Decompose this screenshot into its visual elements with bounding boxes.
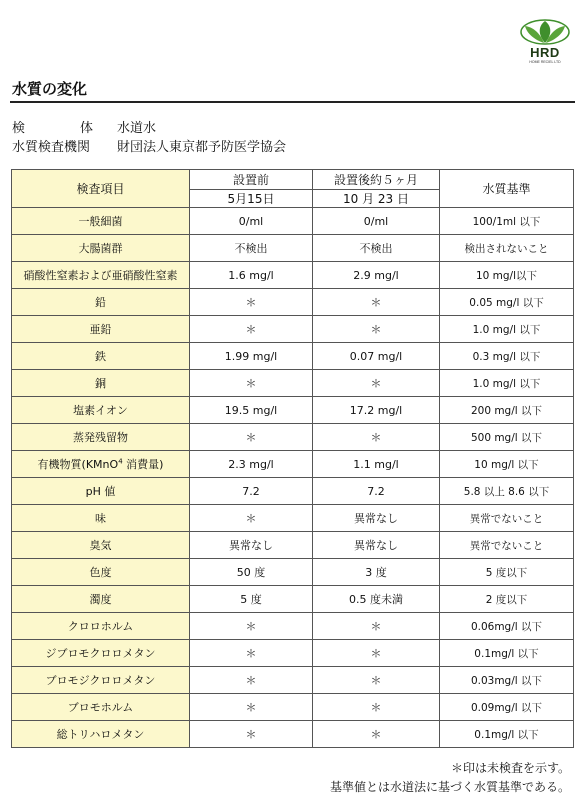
after-cell: 0/ml [313, 208, 440, 235]
item-cell: 総トリハロメタン [12, 721, 190, 748]
table-row [12, 559, 574, 586]
standard-cell: 0.1mg/l 以下 [440, 721, 574, 748]
item-cell: 味 [12, 505, 190, 532]
standard-cell: 0.06mg/l 以下 [440, 613, 574, 640]
standard-cell: 0.1mg/l 以下 [440, 640, 574, 667]
table-row [12, 478, 574, 505]
table-row [12, 667, 574, 694]
sample-value: 水道水 [117, 121, 157, 136]
standard-cell: 0.03mg/l 以下 [440, 667, 574, 694]
after-cell: ＊ [313, 694, 440, 721]
before-cell: 異常なし [190, 532, 313, 559]
before-cell: 不検出 [190, 235, 313, 262]
table-row [12, 586, 574, 613]
before-cell: ＊ [190, 316, 313, 343]
before-cell: 50 度 [190, 559, 313, 586]
after-cell: 0.5 度未満 [313, 586, 440, 613]
item-cell: 臭気 [12, 532, 190, 559]
item-cell: 色度 [12, 559, 190, 586]
item-cell: 有機物質(KMnO$^4$ 消費量) [12, 451, 190, 478]
table-row [12, 613, 574, 640]
table-row [12, 721, 574, 748]
before-cell: 19.5 mg/l [190, 397, 313, 424]
logo-tagline: HOME RECIEL LTD [529, 60, 561, 64]
table-row [12, 235, 574, 262]
hrd-logo [515, 18, 575, 68]
footnote-standard: 基準値とは水道法に基づく水質基準である。 [329, 780, 570, 794]
standard-cell: 1.0 mg/l 以下 [440, 370, 574, 397]
after-cell: 2.9 mg/l [313, 262, 440, 289]
before-cell: ＊ [190, 640, 313, 667]
after-cell: ＊ [313, 721, 440, 748]
standard-cell: 2 度以下 [440, 586, 574, 613]
header-before-date: 5月15日 [190, 190, 313, 208]
footnotes [330, 759, 570, 797]
page-title: 水質の変化 [12, 80, 88, 98]
leaf-emblem-icon [515, 18, 575, 46]
before-cell: ＊ [190, 289, 313, 316]
before-cell: 2.3 mg/l [190, 451, 313, 478]
standard-cell: 0.3 mg/l 以下 [440, 343, 574, 370]
lab-value: 財団法人東京都予防医学協会 [117, 140, 287, 155]
table-row [12, 262, 574, 289]
standard-cell: 1.0 mg/l 以下 [440, 316, 574, 343]
standard-cell: 0.05 mg/l 以下 [440, 289, 574, 316]
table-row [12, 424, 574, 451]
after-cell: ＊ [313, 667, 440, 694]
item-cell: 蒸発残留物 [12, 424, 190, 451]
item-cell: 鉛 [12, 289, 190, 316]
before-cell: ＊ [190, 694, 313, 721]
before-cell: ＊ [190, 667, 313, 694]
table-row [12, 451, 574, 478]
header-item: 検査項目 [12, 170, 190, 208]
after-cell: 異常なし [313, 505, 440, 532]
standard-cell: 10 mg/l 以下 [440, 451, 574, 478]
table-row [12, 289, 574, 316]
item-cell: 大腸菌群 [12, 235, 190, 262]
before-cell: ＊ [190, 613, 313, 640]
item-cell: ジブロモクロロメタン [12, 640, 190, 667]
table-row [12, 640, 574, 667]
standard-cell: 5.8 以上 8.6 以下 [440, 478, 574, 505]
header-standard: 水質基準 [440, 170, 574, 208]
item-cell: 鉄 [12, 343, 190, 370]
table-row [12, 316, 574, 343]
water-quality-table [11, 169, 574, 748]
item-cell: 銅 [12, 370, 190, 397]
standard-cell: 検出されないこと [440, 235, 574, 262]
table-row [12, 370, 574, 397]
after-cell: 17.2 mg/l [313, 397, 440, 424]
after-cell: 不検出 [313, 235, 440, 262]
after-cell: 1.1 mg/l [313, 451, 440, 478]
standard-cell: 異常でないこと [440, 532, 574, 559]
title-divider [10, 101, 575, 103]
after-cell: ＊ [313, 424, 440, 451]
table-row [12, 694, 574, 721]
standard-cell: 200 mg/l 以下 [440, 397, 574, 424]
after-cell: 3 度 [313, 559, 440, 586]
before-cell: 0/ml [190, 208, 313, 235]
item-cell: 亜鉛 [12, 316, 190, 343]
item-cell: ブロモホルム [12, 694, 190, 721]
after-cell: ＊ [313, 370, 440, 397]
before-cell: 7.2 [190, 478, 313, 505]
item-cell: pH 値 [12, 478, 190, 505]
after-cell: 異常なし [313, 532, 440, 559]
item-cell: ブロモジクロロメタン [12, 667, 190, 694]
standard-cell: 0.09mg/l 以下 [440, 694, 574, 721]
header-after: 設置後約５ヶ月 [313, 170, 440, 190]
standard-cell: 100/1ml 以下 [440, 208, 574, 235]
before-cell: ＊ [190, 505, 313, 532]
item-cell: 濁度 [12, 586, 190, 613]
standard-cell: 10 mg/l以下 [440, 262, 574, 289]
before-cell: ＊ [190, 721, 313, 748]
table-row [12, 343, 574, 370]
header-before: 設置前 [190, 170, 313, 190]
before-cell: 5 度 [190, 586, 313, 613]
item-cell: 一般細菌 [12, 208, 190, 235]
after-cell: ＊ [313, 289, 440, 316]
lab-label: 水質検査機関 [12, 140, 91, 155]
standard-cell: 5 度以下 [440, 559, 574, 586]
standard-cell: 500 mg/l 以下 [440, 424, 574, 451]
after-cell: 0.07 mg/l [313, 343, 440, 370]
after-cell: ＊ [313, 613, 440, 640]
table-row [12, 397, 574, 424]
before-cell: ＊ [190, 370, 313, 397]
after-cell: ＊ [313, 640, 440, 667]
after-cell: ＊ [313, 316, 440, 343]
table-row [12, 505, 574, 532]
item-cell: 硝酸性窒素および亜硝酸性窒素 [12, 262, 190, 289]
logo-wordmark: HRD [530, 45, 560, 60]
table-row [12, 532, 574, 559]
footnote-asterisk: ＊印は未検査を示す。 [450, 761, 570, 775]
item-cell: 塩素イオン [12, 397, 190, 424]
sample-label: 検 体 [12, 121, 93, 136]
table-row [12, 208, 574, 235]
header-after-date: 10 月 23 日 [313, 190, 440, 208]
standard-cell: 異常でないこと [440, 505, 574, 532]
item-cell: クロロホルム [12, 613, 190, 640]
before-cell: ＊ [190, 424, 313, 451]
before-cell: 1.6 mg/l [190, 262, 313, 289]
before-cell: 1.99 mg/l [190, 343, 313, 370]
after-cell: 7.2 [313, 478, 440, 505]
